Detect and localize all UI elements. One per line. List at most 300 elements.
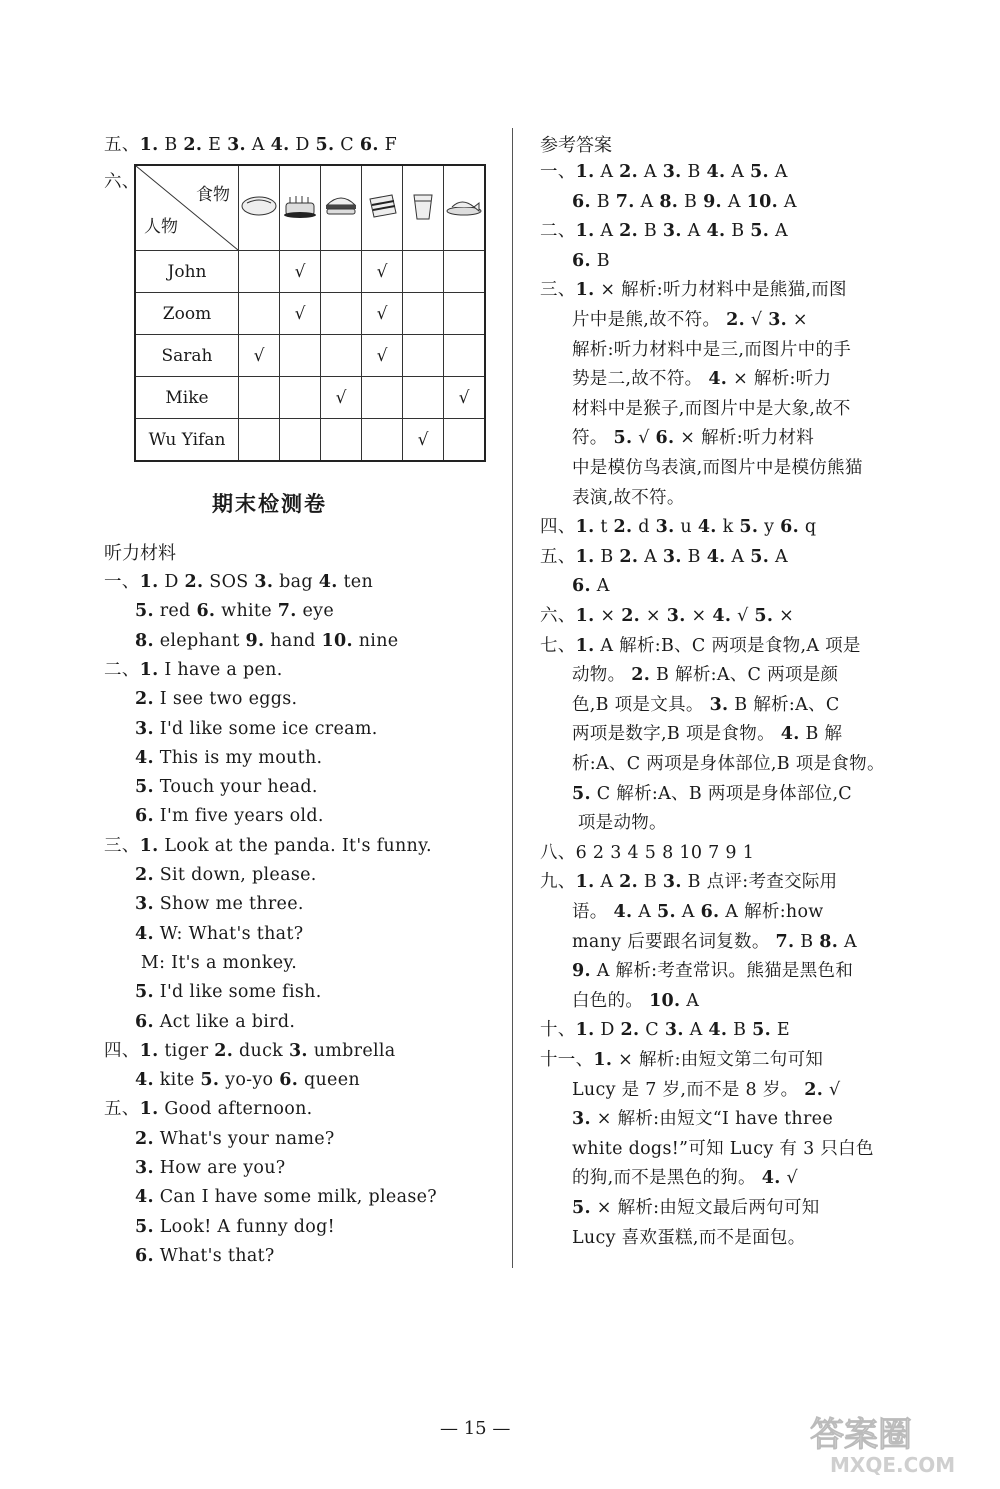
item-text: B [727,1020,753,1041]
check-mark-cell: √ [239,335,280,377]
item-text: B 点评:考查交际用 [681,872,838,893]
item-text: 中是模仿鸟表演,而图片中是模仿熊猫 [572,458,863,478]
item-text: × [640,606,667,626]
text-line [540,1048,823,1072]
item-number: 4. [613,902,633,922]
item-text: queen [298,1070,360,1091]
text-line [104,687,297,711]
item-text: I see two eggs. [153,689,298,710]
item-text: tiger [158,1040,215,1061]
item-text: SOS [203,572,255,592]
text-line [104,1244,275,1268]
item-text: × 解析:听力 [727,369,832,390]
item-text: √ [731,606,755,626]
item-text: A [769,546,788,567]
item-text: A [632,902,658,922]
watermark-url: MXQE.COM [830,1453,956,1477]
item-text: Show me three. [153,894,304,915]
item-text: Lucy 喜欢蛋糕,而不是面包。 [572,1227,806,1248]
item-number: 6. [135,806,154,827]
food-header-cell [362,165,403,251]
item-number: 3. [662,162,682,182]
item-number: 5. [739,517,759,538]
item-number: 6. [780,517,800,538]
item-text: I'd like some ice cream. [153,718,378,739]
table-row [135,377,485,419]
check-mark-cell: √ [362,251,403,293]
item-number: 6. [700,902,720,922]
section-label: 九、 [540,872,576,893]
item-number: 2. [183,135,203,155]
item-number: 2. [135,689,154,710]
item-text: A [638,162,663,182]
text-line [540,841,754,865]
bread-icon [239,191,279,221]
item-number: 4. [697,517,717,538]
item-text: M: It's a monkey. [135,952,298,973]
item-number: 4. [706,162,726,182]
item-text: ten [337,572,374,592]
empty-cell [444,335,486,377]
item-number: 8. [659,191,679,212]
text-line [104,658,283,682]
text-line [104,570,373,594]
item-number: 5. [750,221,770,242]
text-line [540,1078,841,1102]
item-text: red [153,601,197,622]
item-text: B [725,221,751,242]
person-name-cell: Wu Yifan [135,419,239,462]
item-number: 6. [135,1011,154,1032]
item-text: × [773,606,795,626]
item-number: 4. [706,221,726,242]
item-text: A [683,1020,709,1041]
item-text: × [787,310,808,330]
item-number: 5. [200,1070,220,1091]
section-label: 五、 [104,1099,140,1120]
text-line [540,693,840,717]
item-number: 1. [575,606,595,626]
item-number: 1. [575,635,595,656]
item-number: 2. [184,572,204,592]
item-text: B 解析:A、C 两项是颜 [650,665,839,686]
item-text: × 解析:听力材料中是熊猫,而图 [594,280,847,301]
item-number: 4. [135,1187,154,1208]
text-line [540,722,842,746]
item-number: 3. [135,894,154,915]
item-text: A [725,162,751,182]
text-line [104,863,317,887]
item-number: 3. [227,135,246,155]
text-line [104,1215,335,1239]
item-number: 2. [613,517,633,538]
empty-cell [321,293,362,335]
item-number: 5. [752,1020,772,1041]
item-text: A [768,162,788,182]
answer-text: C [334,135,360,155]
text-line [104,717,378,741]
item-number: 8. [135,630,154,651]
item-text: A [638,546,663,567]
item-text: Look at the panda. It's funny. [158,835,432,856]
item-number: 4. [708,1020,728,1041]
text-line [104,951,297,975]
item-number: 3. [288,1040,308,1061]
item-number: 4. [712,606,732,626]
item-text: D [594,1020,621,1041]
item-text: √ [780,1168,798,1189]
item-text: B [678,191,704,212]
item-text: √ [823,1079,841,1100]
text-line [540,308,808,332]
exam-title: 期末检测卷 [212,492,327,516]
item-text: u [674,517,698,538]
item-text: 白色的。 [572,990,650,1011]
section-label: 十、 [540,1020,576,1041]
table-row [135,335,485,377]
empty-cell [321,251,362,293]
item-number: 5. [135,1216,154,1237]
empty-cell [239,251,280,293]
item-text: A [594,162,620,182]
item-text: Act like a bird. [153,1011,296,1032]
item-text: 语。 [572,902,614,922]
item-number: 5. [135,777,154,798]
empty-cell [403,293,444,335]
item-number: 6. [655,428,675,449]
text-line [540,1196,820,1220]
item-number: 1. [139,835,159,856]
item-number: 2. [620,1020,640,1041]
header-person-label: 人物 [144,217,178,237]
item-number: 3. [666,606,686,626]
item-text: This is my mouth. [153,747,323,768]
item-text: A [838,931,857,952]
item-number: 1. [139,135,159,155]
item-text: × 解析:由短文第二句可知 [612,1050,824,1070]
text-line [540,486,685,510]
item-number: 2. [619,546,639,567]
check-mark-cell: √ [280,293,321,335]
table-row [135,419,485,462]
item-text: A [675,902,701,922]
item-number: 10. [321,630,353,651]
section-label: 一、 [104,572,140,592]
item-text: 符。 [572,428,614,449]
item-number: 6. [196,601,216,622]
item-text: C 解析:A、B 两项是身体部位,C [590,783,852,804]
item-text: 材料中是猴子,而图片中是大象,故不 [572,398,851,419]
hamburger-icon [321,191,361,221]
empty-cell [280,377,321,419]
sandwich-icon [362,191,402,221]
item-number: 1. [139,572,159,592]
item-text: 表演,故不符。 [572,487,685,508]
food-header-cell [239,165,280,251]
answer-text: D [289,135,316,155]
item-text: A 解析:how [719,902,824,922]
text-line [540,604,794,628]
empty-cell [280,419,321,462]
item-text: B [594,546,620,567]
item-text: umbrella [307,1040,396,1061]
item-number: 2. [214,1040,234,1061]
text-line [540,426,814,450]
text-line [104,1127,335,1151]
item-text: A [681,221,707,242]
item-number: 1. [575,546,595,567]
item-text: A [594,872,620,893]
check-mark-cell: √ [362,335,403,377]
food-header-cell [403,165,444,251]
text-line [540,811,667,835]
item-text: Touch your head. [153,777,318,798]
item-text: × [685,606,713,626]
answer-line-section-5 [104,133,397,157]
cake-icon [280,191,320,221]
item-number: 2. [619,872,639,893]
item-text: nine [352,630,399,651]
item-text: W: What's that? [153,923,304,944]
text-line [104,629,398,653]
empty-cell [239,419,280,462]
item-number: 6. [572,576,591,597]
item-number: 3. [254,572,274,592]
item-text: A 解析:考查常识。熊猫是黑色和 [590,961,854,982]
empty-cell [444,251,486,293]
item-text: 色,B 项是文具。 [572,694,710,715]
section-label: 七、 [540,635,576,656]
item-number: 2. [619,221,639,242]
item-number: 3. [768,310,788,330]
item-number: 4. [706,546,726,567]
text-line [104,980,322,1004]
text-line [540,989,699,1013]
empty-cell [444,419,486,462]
item-number: 1. [575,162,595,182]
section-6-label: 六、 [104,172,140,192]
item-text: What's that? [153,1245,275,1266]
text-line [540,1137,874,1161]
item-text: √ [745,310,769,330]
item-text: √ [632,428,656,449]
text-line [104,804,324,828]
food-person-table [134,164,486,462]
text-line [540,1226,806,1250]
table-row [135,293,485,335]
check-mark-cell: √ [321,377,362,419]
diagonal-line [136,166,238,250]
item-text: × 解析:由短文“I have three [590,1109,833,1130]
answer-text: F [378,135,398,155]
item-text: A [725,546,751,567]
item-number: 9. [703,191,722,212]
item-number: 10. [649,990,681,1011]
item-number: 2. [726,310,745,330]
item-text: y [758,517,781,538]
text-line [540,1166,798,1190]
text-line [540,278,847,302]
item-text: white dogs!”可知 Lucy 有 3 只白色 [572,1138,874,1159]
fish-dish-icon [444,191,484,221]
item-text: yo-yo [219,1070,280,1091]
item-text: eye [296,601,335,622]
text-line [104,746,322,770]
item-text: B [638,221,663,242]
item-number: 1. [575,517,595,538]
section-label: 三、 [104,835,140,856]
answer-text: A [245,135,271,155]
item-text: A [594,221,620,242]
item-text: elephant [153,630,246,651]
empty-cell [280,335,321,377]
text-line [540,545,788,569]
item-number: 3. [655,517,675,538]
item-text: B [638,872,663,893]
item-text: 两项是数字,B 项是食物。 [572,724,781,745]
text-line [104,775,318,799]
item-number: 4. [780,724,800,745]
item-text: B [794,931,820,952]
item-number: 2. [135,1128,154,1149]
check-mark-cell: √ [362,293,403,335]
milk-icon [403,191,443,221]
check-mark-cell: √ [280,251,321,293]
item-number: 3. [662,221,682,242]
text-line [104,892,304,916]
item-number: 5. [754,606,774,626]
person-name-cell: Mike [135,377,239,419]
item-number: 3. [662,546,682,567]
item-text: white [215,601,278,622]
item-number: 3. [572,1109,591,1130]
item-text: A [769,221,788,242]
column-separator [512,128,513,1268]
section-label: 四、 [104,1040,140,1061]
empty-cell [321,335,362,377]
text-line [104,1156,285,1180]
section-label: 五、 [104,135,140,155]
item-number: 9. [572,961,591,982]
item-text: 动物。 [572,665,632,686]
item-number: 4. [318,572,338,592]
item-number: 5. [572,1198,591,1218]
item-number: 1. [575,221,595,242]
item-number: 2. [804,1079,824,1100]
item-number: 3. [709,694,729,715]
text-line [540,456,863,480]
person-name-cell: Zoom [135,293,239,335]
item-number: 7. [775,931,795,952]
text-line [104,1068,360,1092]
person-name-cell: Sarah [135,335,239,377]
item-text: hand [264,630,322,651]
item-text: A [777,191,797,212]
text-line [104,1097,313,1121]
item-number: 2. [135,865,154,885]
text-line [540,1018,790,1042]
section-label: 二、 [540,221,576,242]
item-number: 5. [657,902,676,922]
item-text: What's your name? [153,1128,335,1149]
listening-title: 听力材料 [104,543,176,564]
empty-cell [403,335,444,377]
section-label: 五、 [540,546,576,567]
check-mark-cell: √ [444,377,486,419]
item-text: 片中是熊,故不符。 [572,310,727,330]
section-label: 八、 [540,842,576,863]
food-header-cell [280,165,321,251]
item-number: 4. [135,747,154,768]
answer-key-title: 参考答案 [540,135,612,156]
text-line [540,930,857,954]
item-text: I'd like some fish. [153,982,322,1003]
item-text: C [639,1020,665,1041]
text-line [104,834,432,858]
section-label: 三、 [540,280,576,301]
item-text: q [799,517,817,538]
item-number: 5. [135,982,154,1003]
item-text: Can I have some milk, please? [153,1187,437,1208]
empty-cell [362,419,403,462]
item-text: B [681,546,707,567]
diagonal-header [136,166,238,250]
text-line [540,397,851,421]
check-mark-cell: √ [403,419,444,462]
item-text: × [594,606,622,626]
item-number: 3. [135,718,154,739]
item-text: A 解析:B、C 两项是食物,A 项是 [594,635,861,656]
person-name-cell: John [135,251,239,293]
item-number: 5. [613,428,633,449]
text-line [104,599,334,623]
food-header-cell [444,165,486,251]
table-corner-cell [135,165,239,251]
item-number: 9. [245,630,265,651]
item-number: 4. [135,923,154,944]
answer-text: B [158,135,184,155]
item-number: 5. [315,135,335,155]
item-text: d [632,517,656,538]
item-text: 项是动物。 [572,813,667,834]
text-line [540,574,610,598]
item-text: A [721,191,747,212]
item-number: 1. [139,659,159,680]
empty-cell [403,251,444,293]
item-number: 3. [135,1158,154,1178]
watermark-text: 答案圈 [810,1415,912,1455]
item-text: I have a pen. [158,659,283,680]
item-number: 1. [575,280,595,301]
text-line [540,1107,833,1131]
item-text: A [680,990,700,1011]
item-text: 6 2 3 4 5 8 10 7 9 1 [575,842,755,863]
item-text: 解析:听力材料中是三,而图片中的手 [572,339,852,360]
section-label: 六、 [540,606,576,626]
item-text: Look! A funny dog! [153,1216,335,1237]
item-number: 3. [664,1020,684,1041]
item-text: A [634,191,660,212]
item-text: I'm five years old. [153,806,324,827]
item-number: 1. [593,1050,613,1070]
item-number: 5. [750,162,769,182]
empty-cell [239,377,280,419]
text-line [540,752,885,776]
text-line [540,190,797,214]
item-number: 5. [135,601,154,622]
item-number: 6. [359,135,379,155]
empty-cell [403,377,444,419]
